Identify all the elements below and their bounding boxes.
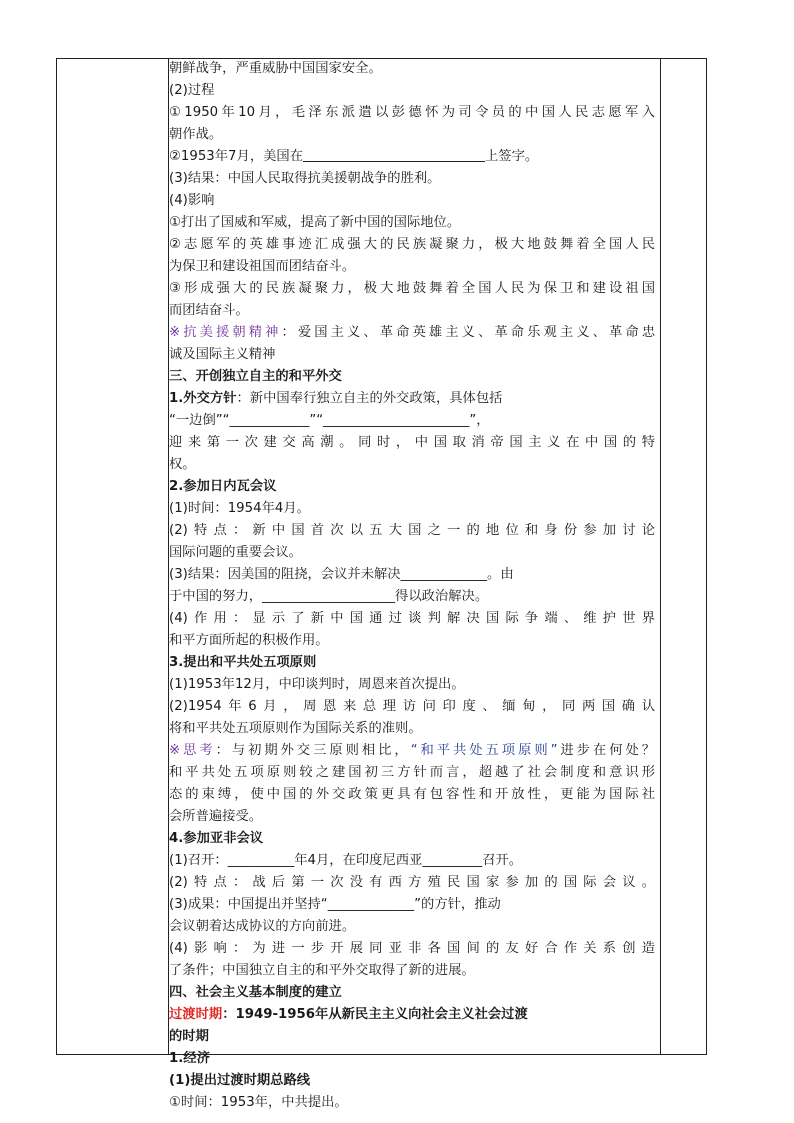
text-line xyxy=(169,916,655,938)
text-line xyxy=(169,102,655,124)
text: ：1949-1956年从新民主主义向社会主义社会过渡 xyxy=(222,1007,528,1022)
text: 和平方面所起的积极作用。 xyxy=(169,633,329,648)
text: 而团结奋斗。 xyxy=(169,303,249,318)
text: (1)1953年12月，中印谈判时，周恩来首次提出。 xyxy=(169,677,465,692)
text: 1.经济 xyxy=(169,1051,210,1066)
text: ”“ xyxy=(309,413,324,428)
lesson-content xyxy=(169,58,655,1114)
fill-in-blank[interactable]: _____________ xyxy=(327,897,415,912)
text-line xyxy=(169,256,655,278)
section-heading xyxy=(169,366,655,388)
text: ”的方针，推动 xyxy=(414,897,501,912)
text: (1)时间：1954年4月。 xyxy=(169,501,310,516)
text: ：与初期外交三原则相比， xyxy=(215,743,411,758)
term-label: 1.外交方针 xyxy=(169,391,237,406)
text: 迎来第一次建交高潮。同时，中国取消帝国主义在中国的特 xyxy=(169,435,655,450)
text: 朝鲜战争，严重威胁中国国家安全。 xyxy=(169,61,382,76)
text-line xyxy=(169,740,655,762)
text: 和平共处五项原则较之建国初三方针而言，超越了社会制度和意识形 xyxy=(169,765,655,780)
table-column-divider-right xyxy=(660,59,661,1054)
text: 3.提出和平共处五项原则 xyxy=(169,655,317,670)
text-line xyxy=(169,410,655,432)
text: 三、开创独立自主的和平外交 xyxy=(169,369,342,384)
text: (2)特点：战后第一次没有西方殖民国家参加的国际会议。 xyxy=(169,875,655,890)
text-line xyxy=(169,1026,655,1048)
fill-in-blank[interactable]: ____________ xyxy=(229,413,310,428)
text: 2.参加日内瓦会议 xyxy=(169,479,277,494)
text: 将和平共处五项原则作为国际关系的准则。 xyxy=(169,721,422,736)
text: ①时间：1953年，中共提出。 xyxy=(169,1095,348,1110)
text: 4.参加亚非会议 xyxy=(169,831,264,846)
text: (4)影响 xyxy=(169,193,215,208)
text-line xyxy=(169,674,655,696)
text-line xyxy=(169,168,655,190)
text-line xyxy=(169,872,655,894)
text: (2)过程 xyxy=(169,83,215,98)
text: (4)作用：显示了新中国通过谈判解决国际争端、维护世界 xyxy=(169,611,655,626)
text-line xyxy=(169,630,655,652)
text-line xyxy=(169,124,655,146)
text-line xyxy=(169,234,655,256)
fill-in-blank[interactable] xyxy=(303,147,485,162)
text: (3)结果：中国人民取得抗美援朝战争的胜利。 xyxy=(169,171,441,186)
text: 四、社会主义基本制度的建立 xyxy=(169,985,342,1000)
text-line xyxy=(169,784,655,806)
text: 上签字。 xyxy=(485,149,539,164)
text-line xyxy=(169,300,655,322)
think-label: ※思考 xyxy=(169,743,216,758)
text: (1)提出过渡时期总路线 xyxy=(169,1073,311,1088)
text-line xyxy=(169,520,655,542)
text-line xyxy=(169,344,655,366)
text-line xyxy=(169,762,655,784)
text-line xyxy=(169,322,655,344)
text-line xyxy=(169,1004,655,1026)
text: ”， xyxy=(469,413,490,428)
text: (3)结果：因美国的阻挠，会议并未解决 xyxy=(169,567,401,582)
fill-in-blank[interactable]: _____________ xyxy=(400,567,488,582)
text-line xyxy=(169,564,655,586)
text: ②志愿军的英雄事迹汇成强大的民族凝聚力，极大地鼓舞着全国人民 xyxy=(169,237,655,252)
highlight-text: “和平共处五项原则” xyxy=(410,743,558,758)
text-line xyxy=(169,146,655,168)
text-line xyxy=(169,938,655,960)
text: (2)1954年6月，周恩来总理访问印度、缅甸，同两国确认 xyxy=(169,699,655,714)
fill-in-blank[interactable]: ____________________ xyxy=(262,589,396,604)
text: 会所普遍接受。 xyxy=(169,809,263,824)
text: 权。 xyxy=(169,457,196,472)
text-line xyxy=(169,454,655,476)
text: ：新中国奉行独立自主的外交政策，具体包括 xyxy=(236,391,503,406)
text: 诚及国际主义精神 xyxy=(169,347,276,362)
text: 国际问题的重要会议。 xyxy=(169,545,302,560)
subsection-heading xyxy=(169,1048,655,1070)
text: 的时期 xyxy=(169,1029,209,1044)
text-line xyxy=(169,432,655,454)
text-line xyxy=(169,58,655,80)
text-line xyxy=(169,542,655,564)
text: ：爱国主义、革命英雄主义、革命乐观主义、革命忠 xyxy=(281,325,655,340)
spirit-label: ※抗美援朝精神 xyxy=(169,325,282,340)
text: 进步在何处？ xyxy=(557,743,655,758)
text: 态的束缚，使中国的外交政策更具有包容性和开放性，更能为国际社 xyxy=(169,787,655,802)
text: (3)成果：中国提出并坚持“ xyxy=(169,897,328,912)
subheading xyxy=(169,80,655,102)
fill-in-blank[interactable]: __________ xyxy=(227,853,295,868)
text: (4)影响：为进一步开展同亚非各国间的友好合作关系创造 xyxy=(169,941,655,956)
text-line xyxy=(169,894,655,916)
subheading xyxy=(169,190,655,212)
text-line xyxy=(169,278,655,300)
section-heading xyxy=(169,982,655,1004)
text: (2)特点：新中国首次以五大国之一的地位和身份参加讨论 xyxy=(169,523,655,538)
text: ①打出了国威和军威，提高了新中国的国际地位。 xyxy=(169,215,461,230)
fill-in-blank[interactable]: _________ xyxy=(422,853,483,868)
subsection-heading xyxy=(169,476,655,498)
text-line xyxy=(169,212,655,234)
text-line xyxy=(169,608,655,630)
text: (1)召开： xyxy=(169,853,228,868)
text: “一边倒”“ xyxy=(169,413,230,428)
text-line xyxy=(169,1092,655,1114)
text: ③形成强大的民族凝聚力，极大地鼓舞着全国人民为保卫和建设祖国 xyxy=(169,281,655,296)
text: 会议朝着达成协议的方向前进。 xyxy=(169,919,356,934)
text: 于中国的努力， xyxy=(169,589,263,604)
fill-in-blank[interactable]: ______________________ xyxy=(323,413,470,428)
text: 了条件；中国独立自主的和平外交取得了新的进展。 xyxy=(169,963,475,978)
term-label: 过渡时期 xyxy=(169,1007,223,1022)
text: 得以政治解决。 xyxy=(395,589,489,604)
subsection-heading xyxy=(169,828,655,850)
text: ①1950年10月，毛泽东派遣以彭德怀为司令员的中国人民志愿军入 xyxy=(169,105,655,120)
text-line xyxy=(169,586,655,608)
text: 召开。 xyxy=(482,853,523,868)
text-line xyxy=(169,806,655,828)
text: ②1953年7月，美国在 xyxy=(169,149,304,164)
text: 年4月，在印度尼西亚 xyxy=(294,853,423,868)
text: 朝作战。 xyxy=(169,127,223,142)
subheading xyxy=(169,1070,655,1092)
text: 为保卫和建设祖国而团结奋斗。 xyxy=(169,259,356,274)
subsection-heading xyxy=(169,652,655,674)
text-line xyxy=(169,696,655,718)
text-line xyxy=(169,960,655,982)
text-line xyxy=(169,850,655,872)
text-line xyxy=(169,388,655,410)
text-line xyxy=(169,718,655,740)
text-line xyxy=(169,498,655,520)
text: 。由 xyxy=(487,567,514,582)
